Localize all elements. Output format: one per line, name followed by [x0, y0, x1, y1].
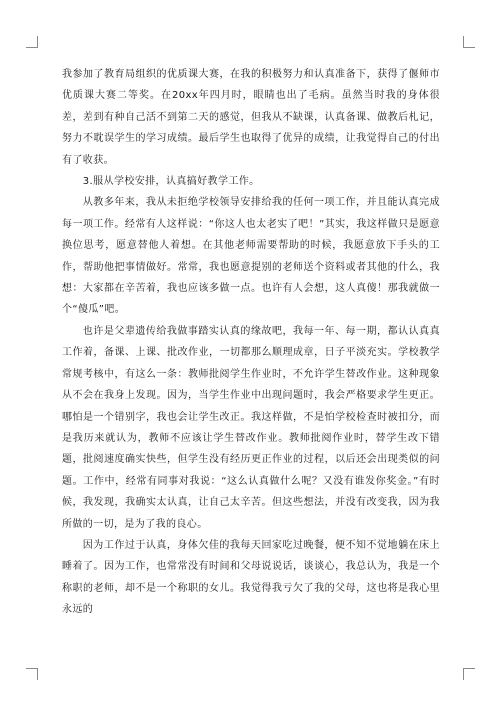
paragraph: 因为工作过于认真，身体欠佳的我每天回家吃过晚餐，便不知不觉地躺在床上睡着了。因为工作，也常常没有时间和父母说说话，谈谈心，我总认为，我是一个称职的老师，却不是一个称职的女儿。我觉得我亏欠了我的父母，这也将是我心里永远的 [62, 539, 440, 616]
crop-mark-top-right [463, 36, 475, 48]
paragraph: 从教多年来，我从未拒绝学校领导安排给我的任何一项工作，并且能认真完成每一项工作。经常有人这样说：“你这人也太老实了吧！”其实，我这样做只是愿意换位思考，愿意替他人着想。在其他老师需要帮助的时候，我愿意放下手头的工作，帮助他把事情做好。常常，我也愿意提别的老师送个资料或者其他的什么，我想：大家都在辛苦着，我也应该多做一点。也许有人会想，这人真傻！那我就做一个“傻瓜”吧。 [62, 197, 440, 316]
paragraph: 也许是父辈遗传给我做事踏实认真的缘故吧，我每一年、每一期，都认认真真工作着，备课、上课、批改作业，一切都那么顺理成章，日子平淡充实。学校教学常规考核中，有这么一条：教师批阅学生作业时，不允许学生替改作业。这种现象从不会在我身上发现。因为，当学生作业中出现问题时，我会严格要求学生更正。哪怕是一个错别字，我也会让学生改正。我这样做，不是怕学校检查时被扣分，而是我历来就认为，教师不应该让学生替改作业。教师批阅作业时，替学生改下错题，批阅速度确实快些，但学生没有经历更正作业的过程，以后还会出现类似的问题。工作中，经常有同事对我说：“这么认真做什么呢？又没有谁发你奖金。”有时候，我发现，我确实太认真，让自己太辛苦。但这些想法，并没有改变我，因为我所做的一切，是为了我的良心。 [62, 325, 440, 530]
crop-mark-top-left [26, 36, 38, 48]
crop-mark-bottom-left [26, 668, 38, 680]
section-heading: 3.服从学校安排，认真搞好教学工作。 [82, 176, 260, 188]
paragraph-continued: 我参加了教育局组织的优质课大赛，在我的积极努力和认真准备下，获得了偃师市优质课大赛二等奖。在20xx年四月时，眼睛也出了毛病。虽然当时我的身体很差，差到有种自己活不到第二天的感觉，但我从不缺课，认真备课、做教后札记，努力不耽误学生的学习成绩。最后学生也取得了优异的成绩，让我觉得自己的付出有了收获。 [62, 69, 440, 166]
crop-mark-bottom-right [463, 668, 475, 680]
document-body [62, 64, 440, 621]
